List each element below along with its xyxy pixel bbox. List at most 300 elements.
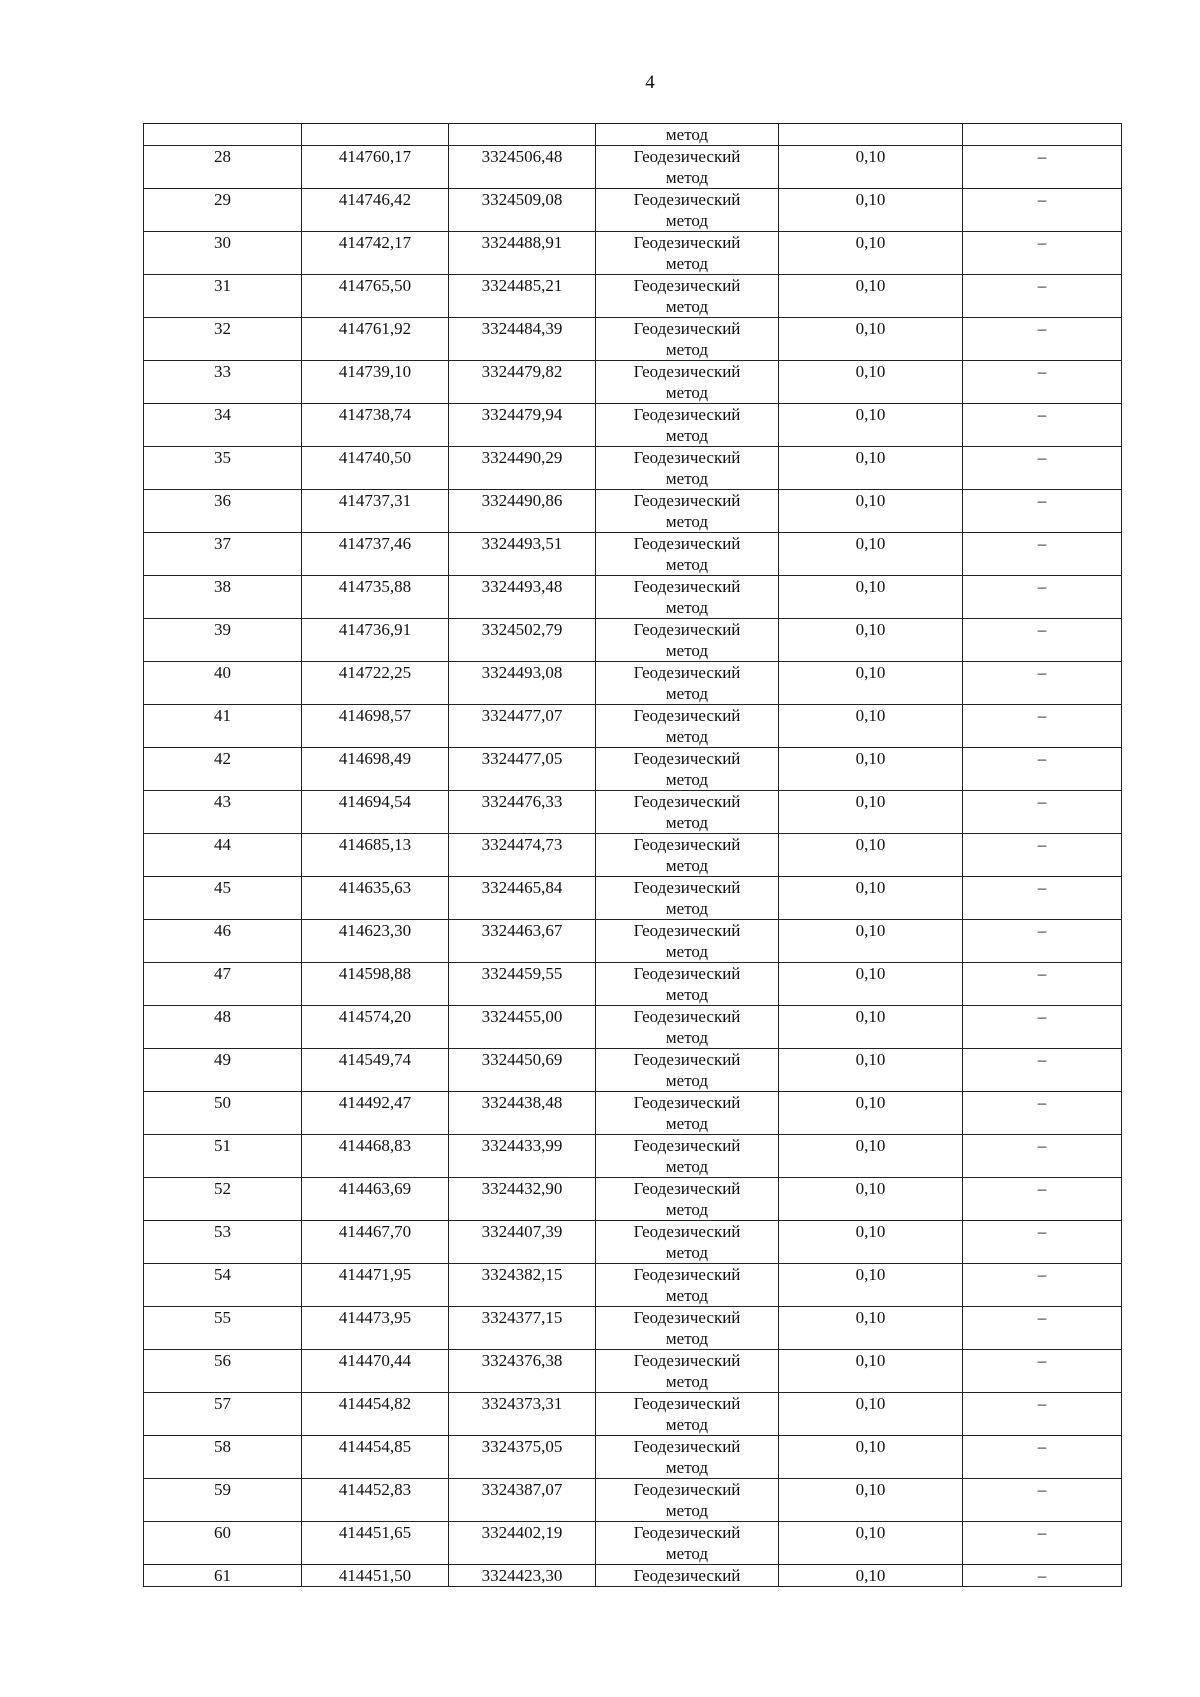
method-suffix: метод <box>665 1114 709 1133</box>
x-coordinate-cell: 414737,46 <box>302 533 449 576</box>
method-cell <box>596 1264 779 1307</box>
x-coordinate-cell: 414471,95 <box>302 1264 449 1307</box>
point-number-cell: 42 <box>144 748 302 791</box>
note-cell: – <box>963 1436 1122 1479</box>
accuracy-cell: 0,10 <box>779 619 963 662</box>
note-cell: – <box>963 490 1122 533</box>
method-label: Геодезический <box>633 1222 741 1241</box>
point-number-cell: 45 <box>144 877 302 920</box>
table-row <box>144 1006 1122 1049</box>
method-cell <box>596 490 779 533</box>
x-coordinate-cell: 414492,47 <box>302 1092 449 1135</box>
table-row <box>144 232 1122 275</box>
x-coordinate-cell: 414454,85 <box>302 1436 449 1479</box>
accuracy-cell: 0,10 <box>779 189 963 232</box>
method-label: Геодезический <box>633 835 741 854</box>
method-label: Геодезический <box>633 448 741 467</box>
method-suffix: метод <box>665 383 709 402</box>
x-coordinate-cell: 414698,49 <box>302 748 449 791</box>
continuation-row <box>144 124 1122 146</box>
method-label: Геодезический <box>633 792 741 811</box>
method-label: Геодезический <box>633 964 741 983</box>
accuracy-cell: 0,10 <box>779 1350 963 1393</box>
table-row <box>144 834 1122 877</box>
method-label: Геодезический <box>633 749 741 768</box>
method-label: Геодезический <box>633 233 741 252</box>
method-cell <box>596 1350 779 1393</box>
point-number-cell: 53 <box>144 1221 302 1264</box>
y-coordinate-cell: 3324474,73 <box>449 834 596 877</box>
method-suffix: метод <box>665 168 709 187</box>
method-suffix: метод <box>665 1286 709 1305</box>
method-cell: метод <box>596 124 779 146</box>
y-coordinate-cell: 3324476,33 <box>449 791 596 834</box>
table-row <box>144 1393 1122 1436</box>
y-coordinate-cell: 3324450,69 <box>449 1049 596 1092</box>
note-cell: – <box>963 1393 1122 1436</box>
method-cell <box>596 1522 779 1565</box>
method-label: Геодезический <box>633 1265 741 1284</box>
y-coordinate-cell: 3324490,86 <box>449 490 596 533</box>
x-coordinate-cell: 414685,13 <box>302 834 449 877</box>
point-number-cell: 57 <box>144 1393 302 1436</box>
note-cell: – <box>963 1049 1122 1092</box>
accuracy-cell: 0,10 <box>779 662 963 705</box>
note-cell: – <box>963 1565 1122 1587</box>
point-number-cell: 47 <box>144 963 302 1006</box>
y-coordinate-cell <box>449 124 596 146</box>
method-suffix: метод <box>665 770 709 789</box>
table-row <box>144 361 1122 404</box>
method-cell <box>596 447 779 490</box>
accuracy-cell: 0,10 <box>779 791 963 834</box>
method-cell <box>596 361 779 404</box>
note-cell: – <box>963 877 1122 920</box>
method-suffix: метод <box>665 1415 709 1434</box>
accuracy-cell <box>779 124 963 146</box>
method-suffix: метод <box>665 598 709 617</box>
method-cell <box>596 1092 779 1135</box>
method-label: Геодезический <box>633 276 741 295</box>
method-cell <box>596 318 779 361</box>
method-label: Геодезический <box>633 319 741 338</box>
note-cell: – <box>963 447 1122 490</box>
method-label: Геодезический <box>633 1308 741 1327</box>
accuracy-cell: 0,10 <box>779 490 963 533</box>
method-label: Геодезический <box>633 1093 741 1112</box>
method-cell <box>596 533 779 576</box>
method-cell <box>596 404 779 447</box>
method-label: Геодезический <box>633 663 741 682</box>
y-coordinate-cell: 3324373,31 <box>449 1393 596 1436</box>
note-cell: – <box>963 834 1122 877</box>
note-cell: – <box>963 920 1122 963</box>
x-coordinate-cell <box>302 124 449 146</box>
table-row <box>144 705 1122 748</box>
note-cell: – <box>963 275 1122 318</box>
point-number-cell: 39 <box>144 619 302 662</box>
note-cell: – <box>963 1006 1122 1049</box>
y-coordinate-cell: 3324493,48 <box>449 576 596 619</box>
note-cell: – <box>963 1178 1122 1221</box>
method-label: Геодезический <box>633 1007 741 1026</box>
method-cell <box>596 791 779 834</box>
method-label: Геодезический <box>633 1179 741 1198</box>
x-coordinate-cell: 414746,42 <box>302 189 449 232</box>
accuracy-cell: 0,10 <box>779 1006 963 1049</box>
point-number-cell: 49 <box>144 1049 302 1092</box>
accuracy-cell: 0,10 <box>779 275 963 318</box>
x-coordinate-cell: 414451,50 <box>302 1565 449 1587</box>
y-coordinate-cell: 3324376,38 <box>449 1350 596 1393</box>
y-coordinate-cell: 3324509,08 <box>449 189 596 232</box>
method-label: Геодезический <box>633 1351 741 1370</box>
method-suffix: метод <box>665 1157 709 1176</box>
method-label: Геодезический <box>633 620 741 639</box>
x-coordinate-cell: 414452,83 <box>302 1479 449 1522</box>
point-number-cell: 28 <box>144 146 302 189</box>
accuracy-cell: 0,10 <box>779 361 963 404</box>
method-suffix: метод <box>665 254 709 273</box>
method-cell <box>596 1221 779 1264</box>
x-coordinate-cell: 414467,70 <box>302 1221 449 1264</box>
table-row <box>144 447 1122 490</box>
method-cell <box>596 1393 779 1436</box>
x-coordinate-cell: 414742,17 <box>302 232 449 275</box>
table-row <box>144 1307 1122 1350</box>
table-row <box>144 1092 1122 1135</box>
x-coordinate-cell: 414623,30 <box>302 920 449 963</box>
method-cell <box>596 877 779 920</box>
x-coordinate-cell: 414765,50 <box>302 275 449 318</box>
table-row <box>144 619 1122 662</box>
note-cell: – <box>963 189 1122 232</box>
note-cell: – <box>963 1135 1122 1178</box>
point-number-cell: 60 <box>144 1522 302 1565</box>
method-suffix: метод <box>665 1501 709 1520</box>
method-label: Геодезический <box>633 921 741 940</box>
accuracy-cell: 0,10 <box>779 1436 963 1479</box>
point-number-cell: 52 <box>144 1178 302 1221</box>
point-number-cell: 40 <box>144 662 302 705</box>
page-number: 4 <box>645 72 655 93</box>
accuracy-cell: 0,10 <box>779 576 963 619</box>
x-coordinate-cell: 414635,63 <box>302 877 449 920</box>
method-suffix: метод <box>665 211 709 230</box>
table-row <box>144 1479 1122 1522</box>
y-coordinate-cell: 3324485,21 <box>449 275 596 318</box>
x-coordinate-cell: 414737,31 <box>302 490 449 533</box>
point-number-cell: 58 <box>144 1436 302 1479</box>
note-cell: – <box>963 963 1122 1006</box>
point-number-cell: 54 <box>144 1264 302 1307</box>
method-suffix: метод <box>665 813 709 832</box>
coordinates-table <box>143 123 1122 1587</box>
accuracy-cell: 0,10 <box>779 1049 963 1092</box>
x-coordinate-cell: 414740,50 <box>302 447 449 490</box>
accuracy-cell: 0,10 <box>779 1565 963 1587</box>
note-cell: – <box>963 576 1122 619</box>
point-number-cell: 35 <box>144 447 302 490</box>
accuracy-cell: 0,10 <box>779 834 963 877</box>
method-suffix: метод <box>665 340 709 359</box>
table-row <box>144 1221 1122 1264</box>
method-cell <box>596 1479 779 1522</box>
method-label: Геодезический <box>633 577 741 596</box>
table-row <box>144 963 1122 1006</box>
x-coordinate-cell: 414463,69 <box>302 1178 449 1221</box>
y-coordinate-cell: 3324432,90 <box>449 1178 596 1221</box>
method-cell <box>596 963 779 1006</box>
x-coordinate-cell: 414454,82 <box>302 1393 449 1436</box>
y-coordinate-cell: 3324402,19 <box>449 1522 596 1565</box>
method-label: Геодезический <box>633 1394 741 1413</box>
method-cell <box>596 748 779 791</box>
table-row <box>144 275 1122 318</box>
method-cell <box>596 1049 779 1092</box>
point-number-cell: 55 <box>144 1307 302 1350</box>
note-cell <box>963 124 1122 146</box>
method-label: Геодезический <box>633 1480 741 1499</box>
point-number-cell <box>144 124 302 146</box>
method-suffix: метод <box>665 942 709 961</box>
table-row-partial <box>144 1565 1122 1587</box>
method-cell <box>596 619 779 662</box>
method-label: Геодезический <box>633 706 741 725</box>
y-coordinate-cell: 3324493,51 <box>449 533 596 576</box>
x-coordinate-cell: 414468,83 <box>302 1135 449 1178</box>
method-cell <box>596 146 779 189</box>
accuracy-cell: 0,10 <box>779 1522 963 1565</box>
accuracy-cell: 0,10 <box>779 1135 963 1178</box>
table-row <box>144 1436 1122 1479</box>
table-row <box>144 490 1122 533</box>
method-suffix: метод <box>665 555 709 574</box>
y-coordinate-cell: 3324455,00 <box>449 1006 596 1049</box>
point-number-cell: 31 <box>144 275 302 318</box>
y-coordinate-cell: 3324438,48 <box>449 1092 596 1135</box>
note-cell: – <box>963 361 1122 404</box>
y-coordinate-cell: 3324493,08 <box>449 662 596 705</box>
x-coordinate-cell: 414598,88 <box>302 963 449 1006</box>
method-label: Геодезический <box>633 491 741 510</box>
note-cell: – <box>963 1092 1122 1135</box>
point-number-cell: 29 <box>144 189 302 232</box>
x-coordinate-cell: 414760,17 <box>302 146 449 189</box>
accuracy-cell: 0,10 <box>779 318 963 361</box>
accuracy-cell: 0,10 <box>779 1393 963 1436</box>
x-coordinate-cell: 414761,92 <box>302 318 449 361</box>
table-row <box>144 1049 1122 1092</box>
note-cell: – <box>963 318 1122 361</box>
table-row <box>144 877 1122 920</box>
method-suffix: метод <box>665 1544 709 1563</box>
y-coordinate-cell: 3324479,82 <box>449 361 596 404</box>
accuracy-cell: 0,10 <box>779 1092 963 1135</box>
point-number-cell: 38 <box>144 576 302 619</box>
method-label: Геодезический <box>633 1437 741 1456</box>
method-suffix: метод <box>665 469 709 488</box>
table-row <box>144 1178 1122 1221</box>
method-suffix: метод <box>665 1028 709 1047</box>
method-suffix: метод <box>665 426 709 445</box>
note-cell: – <box>963 1479 1122 1522</box>
method-label: Геодезический <box>633 878 741 897</box>
method-cell <box>596 1307 779 1350</box>
table-row <box>144 1350 1122 1393</box>
x-coordinate-cell: 414736,91 <box>302 619 449 662</box>
x-coordinate-cell: 414738,74 <box>302 404 449 447</box>
table-row <box>144 576 1122 619</box>
accuracy-cell: 0,10 <box>779 1264 963 1307</box>
x-coordinate-cell: 414694,54 <box>302 791 449 834</box>
note-cell: – <box>963 1221 1122 1264</box>
method-cell <box>596 1006 779 1049</box>
y-coordinate-cell: 3324506,48 <box>449 146 596 189</box>
x-coordinate-cell: 414722,25 <box>302 662 449 705</box>
note-cell: – <box>963 1264 1122 1307</box>
table-row <box>144 748 1122 791</box>
note-cell: – <box>963 619 1122 662</box>
y-coordinate-cell: 3324479,94 <box>449 404 596 447</box>
method-cell <box>596 662 779 705</box>
x-coordinate-cell: 414470,44 <box>302 1350 449 1393</box>
accuracy-cell: 0,10 <box>779 1307 963 1350</box>
table-row <box>144 533 1122 576</box>
point-number-cell: 61 <box>144 1565 302 1587</box>
table-row <box>144 1135 1122 1178</box>
method-cell <box>596 705 779 748</box>
method-label: Геодезический <box>633 190 741 209</box>
table-row <box>144 662 1122 705</box>
y-coordinate-cell: 3324477,05 <box>449 748 596 791</box>
accuracy-cell: 0,10 <box>779 963 963 1006</box>
accuracy-cell: 0,10 <box>779 920 963 963</box>
method-cell <box>596 576 779 619</box>
method-cell <box>596 189 779 232</box>
point-number-cell: 46 <box>144 920 302 963</box>
accuracy-cell: 0,10 <box>779 1178 963 1221</box>
method-suffix: метод <box>665 641 709 660</box>
method-suffix: метод <box>665 1200 709 1219</box>
note-cell: – <box>963 705 1122 748</box>
note-cell: – <box>963 662 1122 705</box>
method-suffix: метод <box>665 1243 709 1262</box>
point-number-cell: 34 <box>144 404 302 447</box>
method-label: Геодезический <box>633 405 741 424</box>
accuracy-cell: 0,10 <box>779 705 963 748</box>
note-cell: – <box>963 533 1122 576</box>
y-coordinate-cell: 3324377,15 <box>449 1307 596 1350</box>
x-coordinate-cell: 414473,95 <box>302 1307 449 1350</box>
note-cell: – <box>963 404 1122 447</box>
note-cell: – <box>963 748 1122 791</box>
table-row <box>144 404 1122 447</box>
y-coordinate-cell: 3324423,30 <box>449 1565 596 1587</box>
accuracy-cell: 0,10 <box>779 1479 963 1522</box>
method-suffix: метод <box>665 1458 709 1477</box>
note-cell: – <box>963 232 1122 275</box>
accuracy-cell: 0,10 <box>779 877 963 920</box>
x-coordinate-cell: 414739,10 <box>302 361 449 404</box>
method-cell: Геодезический <box>596 1565 779 1587</box>
x-coordinate-cell: 414698,57 <box>302 705 449 748</box>
accuracy-cell: 0,10 <box>779 748 963 791</box>
accuracy-cell: 0,10 <box>779 404 963 447</box>
y-coordinate-cell: 3324465,84 <box>449 877 596 920</box>
point-number-cell: 43 <box>144 791 302 834</box>
method-suffix: метод <box>665 856 709 875</box>
y-coordinate-cell: 3324502,79 <box>449 619 596 662</box>
point-number-cell: 41 <box>144 705 302 748</box>
method-cell <box>596 1436 779 1479</box>
point-number-cell: 44 <box>144 834 302 877</box>
point-number-cell: 37 <box>144 533 302 576</box>
y-coordinate-cell: 3324382,15 <box>449 1264 596 1307</box>
method-label: Геодезический <box>633 534 741 553</box>
note-cell: – <box>963 146 1122 189</box>
method-cell <box>596 1135 779 1178</box>
point-number-cell: 50 <box>144 1092 302 1135</box>
method-suffix: метод <box>665 727 709 746</box>
method-suffix: метод <box>665 512 709 531</box>
method-label: Геодезический <box>633 1050 741 1069</box>
y-coordinate-cell: 3324407,39 <box>449 1221 596 1264</box>
table-row <box>144 920 1122 963</box>
accuracy-cell: 0,10 <box>779 447 963 490</box>
x-coordinate-cell: 414735,88 <box>302 576 449 619</box>
method-suffix: метод <box>665 899 709 918</box>
accuracy-cell: 0,10 <box>779 146 963 189</box>
y-coordinate-cell: 3324484,39 <box>449 318 596 361</box>
note-cell: – <box>963 1307 1122 1350</box>
table-row <box>144 146 1122 189</box>
y-coordinate-cell: 3324459,55 <box>449 963 596 1006</box>
y-coordinate-cell: 3324490,29 <box>449 447 596 490</box>
point-number-cell: 33 <box>144 361 302 404</box>
point-number-cell: 48 <box>144 1006 302 1049</box>
method-cell <box>596 275 779 318</box>
method-cell <box>596 834 779 877</box>
point-number-cell: 32 <box>144 318 302 361</box>
y-coordinate-cell: 3324463,67 <box>449 920 596 963</box>
method-suffix: метод <box>665 1071 709 1090</box>
point-number-cell: 51 <box>144 1135 302 1178</box>
method-label: Геодезический <box>633 1136 741 1155</box>
point-number-cell: 36 <box>144 490 302 533</box>
point-number-cell: 59 <box>144 1479 302 1522</box>
accuracy-cell: 0,10 <box>779 1221 963 1264</box>
method-label: Геодезический <box>633 362 741 381</box>
method-suffix: метод <box>665 985 709 1004</box>
y-coordinate-cell: 3324387,07 <box>449 1479 596 1522</box>
method-cell <box>596 232 779 275</box>
note-cell: – <box>963 1522 1122 1565</box>
x-coordinate-cell: 414574,20 <box>302 1006 449 1049</box>
y-coordinate-cell: 3324488,91 <box>449 232 596 275</box>
x-coordinate-cell: 414451,65 <box>302 1522 449 1565</box>
table-row <box>144 189 1122 232</box>
y-coordinate-cell: 3324433,99 <box>449 1135 596 1178</box>
table-row <box>144 1522 1122 1565</box>
y-coordinate-cell: 3324375,05 <box>449 1436 596 1479</box>
table-row <box>144 1264 1122 1307</box>
note-cell: – <box>963 1350 1122 1393</box>
x-coordinate-cell: 414549,74 <box>302 1049 449 1092</box>
table-row <box>144 318 1122 361</box>
method-cell <box>596 1178 779 1221</box>
y-coordinate-cell: 3324477,07 <box>449 705 596 748</box>
